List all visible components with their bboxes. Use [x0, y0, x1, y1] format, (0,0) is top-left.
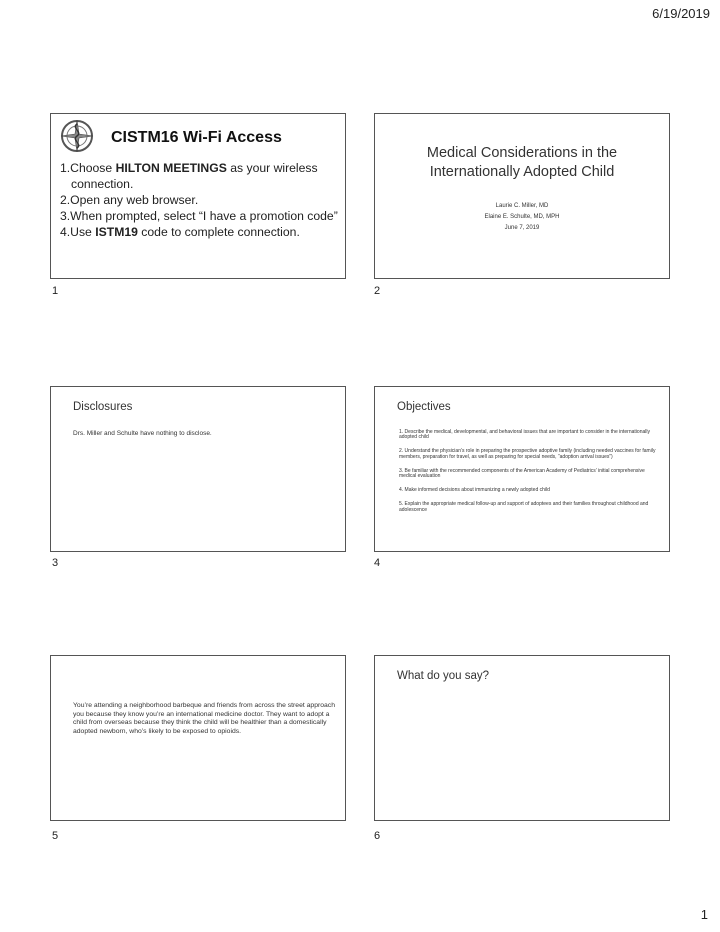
author-2: Elaine E. Schulte, MD, MPH [484, 214, 560, 220]
objective-item: 4. Make informed decisions about immunizing a newly adopted child [399, 487, 550, 494]
wifi-step-4: 4.Use ISTM19 code to complete connection. [60, 225, 300, 239]
slide-2-number: 2 [374, 285, 381, 297]
presentation-date: June 7, 2019 [504, 225, 540, 231]
slide-2-title: Medical Considerations in the Internationally Adopted Child [426, 145, 618, 180]
slide-6-title: What do you say? [397, 670, 490, 682]
scenario-text: You’re attending a neighborhood barbeque and friends from across the street approach you because they know you’re an international medicine doctor. They want to adopt a child from overseas because they think the child will be healthier than a domestically adopted newborn, who’s likely to be exposed to opioids. [73, 702, 335, 735]
header-date: 6/19/2019 [652, 6, 710, 21]
author-1: Laurie C. Miller, MD [495, 203, 549, 209]
slide-1 [50, 113, 346, 279]
objective-item: 3. Be familiar with the recommended components of the American Academy of Pediatrics’ initial comprehensive medical evaluation [399, 467, 645, 480]
slide-6-number: 6 [374, 830, 381, 842]
slide-3 [50, 386, 346, 552]
objective-item: 1. Describe the medical, developmental, and behavioral issues that are important to consider in the internationally adopted child [399, 429, 650, 441]
cistm-logo-icon [59, 118, 95, 154]
wifi-step-2: 2.Open any web browser. [60, 193, 199, 207]
wifi-steps-list [60, 160, 340, 240]
slide-5-number: 5 [52, 830, 59, 842]
objectives-list [399, 430, 659, 522]
slide-2 [374, 113, 670, 279]
wifi-step-1: 1.Choose HILTON MEETINGS as your wireless connection. [60, 161, 318, 191]
slide-4 [374, 386, 670, 552]
slide-3-title: Disclosures [73, 401, 133, 413]
slide-5 [50, 655, 346, 821]
slide-1-title: CISTM16 Wi-Fi Access [111, 129, 282, 146]
slide-4-number: 4 [374, 557, 381, 569]
wifi-step-3: 3.When prompted, select “I have a promotion code” [60, 209, 338, 223]
slide-1-number: 1 [52, 285, 59, 297]
disclosure-text: Drs. Miller and Schulte have nothing to disclose. [73, 430, 212, 437]
slide-3-number: 3 [52, 557, 59, 569]
page-number: 1 [700, 907, 708, 922]
slide-4-title: Objectives [397, 401, 451, 413]
objective-item: 5. Explain the appropriate medical follow-up and support of adoptees and their families throughout childhood and adolescence [399, 501, 649, 513]
slide-6 [374, 655, 670, 821]
objective-item: 2. Understand the physician’s role in preparing the prospective adoptive family (including needed vaccines for family members, preparation for travel, as well as preparing for special needs, “adoption arrival issues”) [399, 448, 656, 460]
